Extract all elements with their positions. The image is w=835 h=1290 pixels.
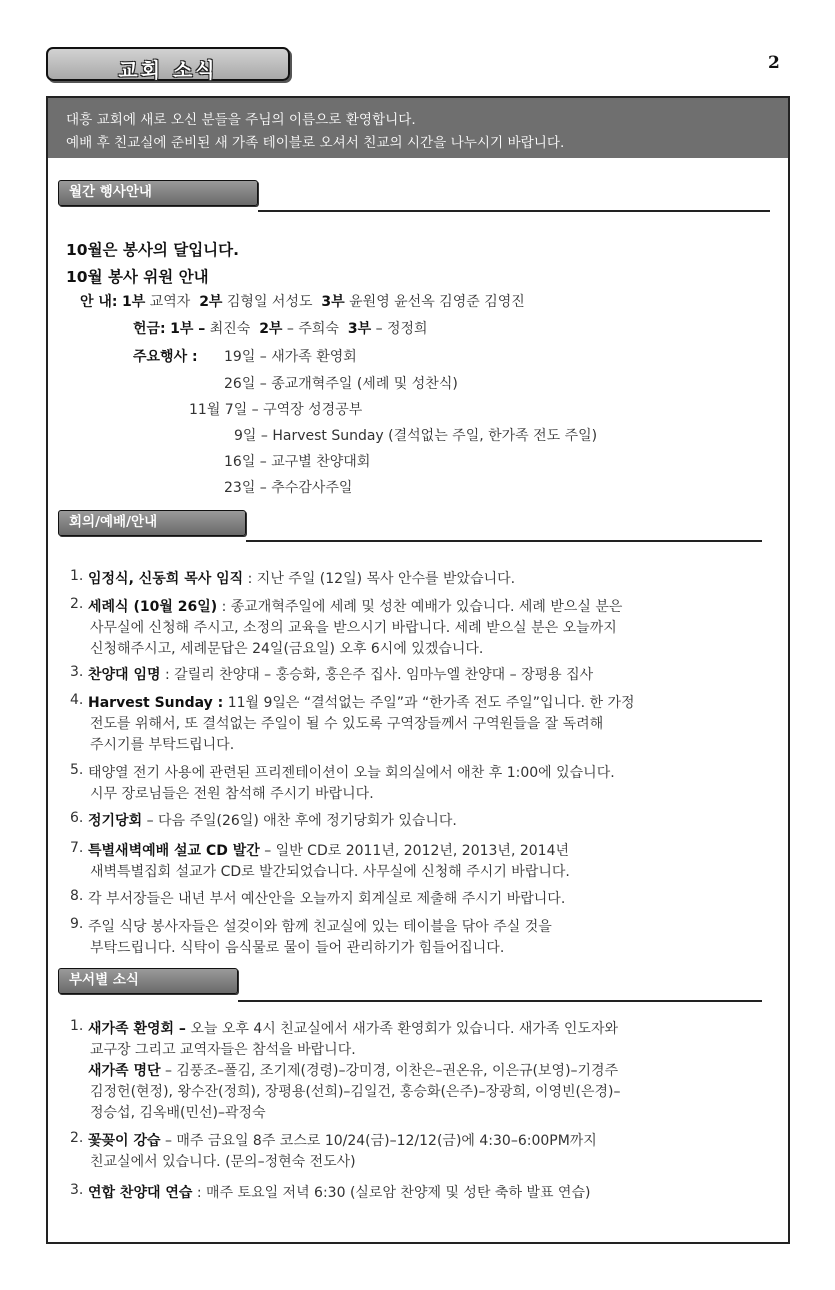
dept-rule (238, 1000, 762, 1002)
guide-3-label: 3부 (321, 294, 345, 310)
item-text: 각 부서장들은 내년 부서 예산안을 오늘까지 회계실로 제출해 주시기 바랍니다. (88, 891, 566, 907)
offering-label: 헌금: (133, 321, 166, 337)
item-line-first (88, 692, 635, 712)
item-text: – 매주 금요일 8주 코스로 10/24(금)–12/12(금)에 4:30–6:00PM까지 (164, 1133, 597, 1149)
event-item: 23일 – 추수감사주일 (224, 480, 353, 496)
item-line-continued (90, 1102, 266, 1122)
item-line-continued (90, 861, 570, 881)
item-line-continued (90, 1081, 620, 1101)
section-title-badge (46, 47, 290, 81)
offering-1: 최진숙 (209, 321, 251, 337)
item-text: 주시기를 부탁드립니다. (90, 737, 235, 753)
event-item: 19일 – 새가족 환영회 (224, 349, 357, 365)
item-text: 사무실에 신청해 주시고, 소정의 교육을 받으시기 바랍니다. 세례 받으실 분은 오늘까지 (90, 620, 617, 636)
item-text: 11월 9일은 “결석없는 주일”과 “한가족 전도 주일”입니다. 한 가정 (227, 695, 635, 711)
item-line-continued (90, 734, 234, 754)
item-line-first (88, 1182, 590, 1202)
welcome-banner (48, 98, 788, 158)
guide-2: 김형일 서성도 (226, 294, 313, 310)
offering-3: – 정정희 (375, 321, 428, 337)
item-text: 시무 장로님들은 전원 참석해 주시기 바랍니다. (90, 786, 374, 802)
item-line-continued (90, 713, 603, 733)
item-text: : 갈릴리 찬양대 – 홍승화, 홍은주 집사. 임마누엘 찬양대 – 장평용 집사 (164, 667, 594, 683)
event-item: 11월 7일 – 구역장 성경공부 (189, 402, 363, 418)
item-text: 김정헌(현정), 왕수잔(정희), 장평용(선희)–김일건, 홍승화(은주)–장광희, 이영빈(은경)– (90, 1084, 621, 1100)
item-line-first (88, 762, 615, 782)
item-line-first (88, 568, 515, 588)
item-number: 1. (70, 1018, 84, 1034)
monthly-headline-1: 10월은 봉사의 달입니다. (66, 241, 240, 259)
item-text: – 다음 주일(26일) 애찬 후에 정기당회가 있습니다. (146, 813, 457, 829)
item-line-first (88, 888, 565, 908)
offering-3-label: 3부 (347, 321, 372, 337)
monthly-heading: 월간 행사안내 (58, 180, 258, 206)
item-text: 오늘 오후 4시 친교실에서 새가족 환영회가 있습니다. 새가족 인도자와 (190, 1021, 618, 1037)
item-title: 새가족 명단 (88, 1063, 161, 1079)
item-number: 8. (70, 888, 84, 904)
page-number: 2 (768, 53, 780, 73)
item-line-first (88, 840, 569, 860)
item-title: 연합 찬양대 연습 (88, 1185, 193, 1201)
item-title: 특별새벽예배 설교 CD 발간 (88, 843, 260, 859)
item-text: – 일반 CD로 2011년, 2012년, 2013년, 2014년 (264, 843, 570, 859)
event-item: 16일 – 교구별 찬양대회 (224, 454, 371, 470)
item-number: 6. (70, 810, 84, 826)
item-number: 7. (70, 840, 84, 856)
item-line-continued (90, 617, 617, 637)
dept-heading: 부서별 소식 (58, 968, 238, 994)
offering-2-label: 2부 (259, 321, 283, 337)
guide-3: 윤원영 윤선옥 김영준 김영진 (349, 294, 525, 310)
item-text: – 김풍조–폴김, 조기제(경령)–강미경, 이찬은–권온유, 이은규(보영)–기경주 (164, 1063, 619, 1079)
item-line-continued (90, 1151, 356, 1171)
item-title: Harvest Sunday : (88, 695, 224, 711)
item-text: 정승섭, 김옥배(민선)–곽정숙 (90, 1105, 266, 1121)
item-line-first (88, 916, 552, 936)
item-line-first (88, 1130, 597, 1150)
guide-1: 교역자 (149, 294, 191, 310)
item-title: 꽃꽂이 강습 (88, 1133, 161, 1149)
item-number: 1. (70, 568, 84, 584)
item-line-first (88, 596, 622, 616)
content-frame (46, 96, 790, 1244)
item-line-first (88, 1060, 618, 1080)
offering-1-label: 1부 – (170, 321, 206, 337)
item-text: 주일 식당 봉사자들은 설겆이와 함께 친교실에 있는 테이블을 닦아 주실 것을 (88, 919, 552, 935)
monthly-rule (258, 210, 770, 212)
monthly-headline-2: 10월 봉사 위원 안내 (66, 268, 209, 286)
item-line-continued (90, 638, 483, 658)
item-title: 찬양대 임명 (88, 667, 161, 683)
guide-1-label: 1부 (121, 294, 146, 310)
offering-line (133, 318, 428, 338)
item-line-first (88, 664, 593, 684)
item-number: 5. (70, 762, 84, 778)
item-title: 세례식 (10월 26일) (88, 599, 218, 615)
item-text: 전도를 위해서, 또 결석없는 주일이 될 수 있도록 구역장들께서 구역원들을 잘 독려해 (90, 716, 604, 732)
guide-2-label: 2부 (199, 294, 223, 310)
item-text: 친교실에서 있습니다. (문의–정현숙 전도사) (90, 1154, 356, 1170)
meeting-heading: 회의/예배/안내 (58, 510, 246, 536)
item-number: 2. (70, 1130, 84, 1146)
item-text: 부탁드립니다. 식탁이 음식물로 물이 들어 관리하기가 힘들어집니다. (90, 940, 505, 956)
item-number: 3. (70, 1182, 84, 1198)
item-text: 교구장 그리고 교역자들은 참석을 바랍니다. (90, 1042, 356, 1058)
item-line-first (88, 1018, 618, 1038)
item-line-continued (90, 1039, 356, 1059)
event-item: 26일 – 종교개혁주일 (세례 및 성찬식) (224, 376, 458, 392)
meeting-rule (246, 540, 762, 542)
item-text: 태양열 전기 사용에 관련된 프리젠테이션이 오늘 회의실에서 애찬 후 1:00에 있습니다. (88, 765, 615, 781)
item-line-first (88, 810, 457, 830)
item-title: 새가족 환영회 – (88, 1021, 186, 1037)
item-text: : 지난 주일 (12일) 목사 안수를 받았습니다. (247, 571, 516, 587)
item-text: : 매주 토요일 저녁 6:30 (실로암 찬양제 및 성탄 축하 발표 연습) (196, 1185, 591, 1201)
item-line-continued (90, 783, 374, 803)
events-label: 주요행사 : (133, 349, 198, 365)
banner-line-1: 대흥 교회에 새로 오신 분들을 주님의 이름으로 환영합니다. (66, 112, 416, 128)
item-title: 정기당회 (88, 813, 143, 829)
item-line-continued (90, 937, 504, 957)
item-number: 3. (70, 664, 84, 680)
item-number: 9. (70, 916, 84, 932)
item-text: 신청해주시고, 세례문답은 24일(금요일) 오후 6시에 있겠습니다. (90, 641, 484, 657)
banner-line-2: 예배 후 친교실에 준비된 새 가족 테이블로 오셔서 친교의 시간을 나누시기 바랍니다. (66, 135, 565, 151)
section-title: 교회 소식 (118, 58, 218, 82)
item-text: 새벽특별집회 설교가 CD로 발간되었습니다. 사무실에 신청해 주시기 바랍니다. (90, 864, 570, 880)
event-item: 9일 – Harvest Sunday (결석없는 주일, 한가족 전도 주일) (234, 428, 598, 444)
item-text: : 종교개혁주일에 세례 및 성찬 예배가 있습니다. 세례 받으실 분은 (221, 599, 623, 615)
guide-line (80, 291, 525, 311)
guide-label: 안 내: (80, 294, 118, 310)
item-title: 임정식, 신동희 목사 임직 (88, 571, 244, 587)
item-number: 4. (70, 692, 84, 708)
item-number: 2. (70, 596, 84, 612)
offering-2: – 주희숙 (286, 321, 339, 337)
